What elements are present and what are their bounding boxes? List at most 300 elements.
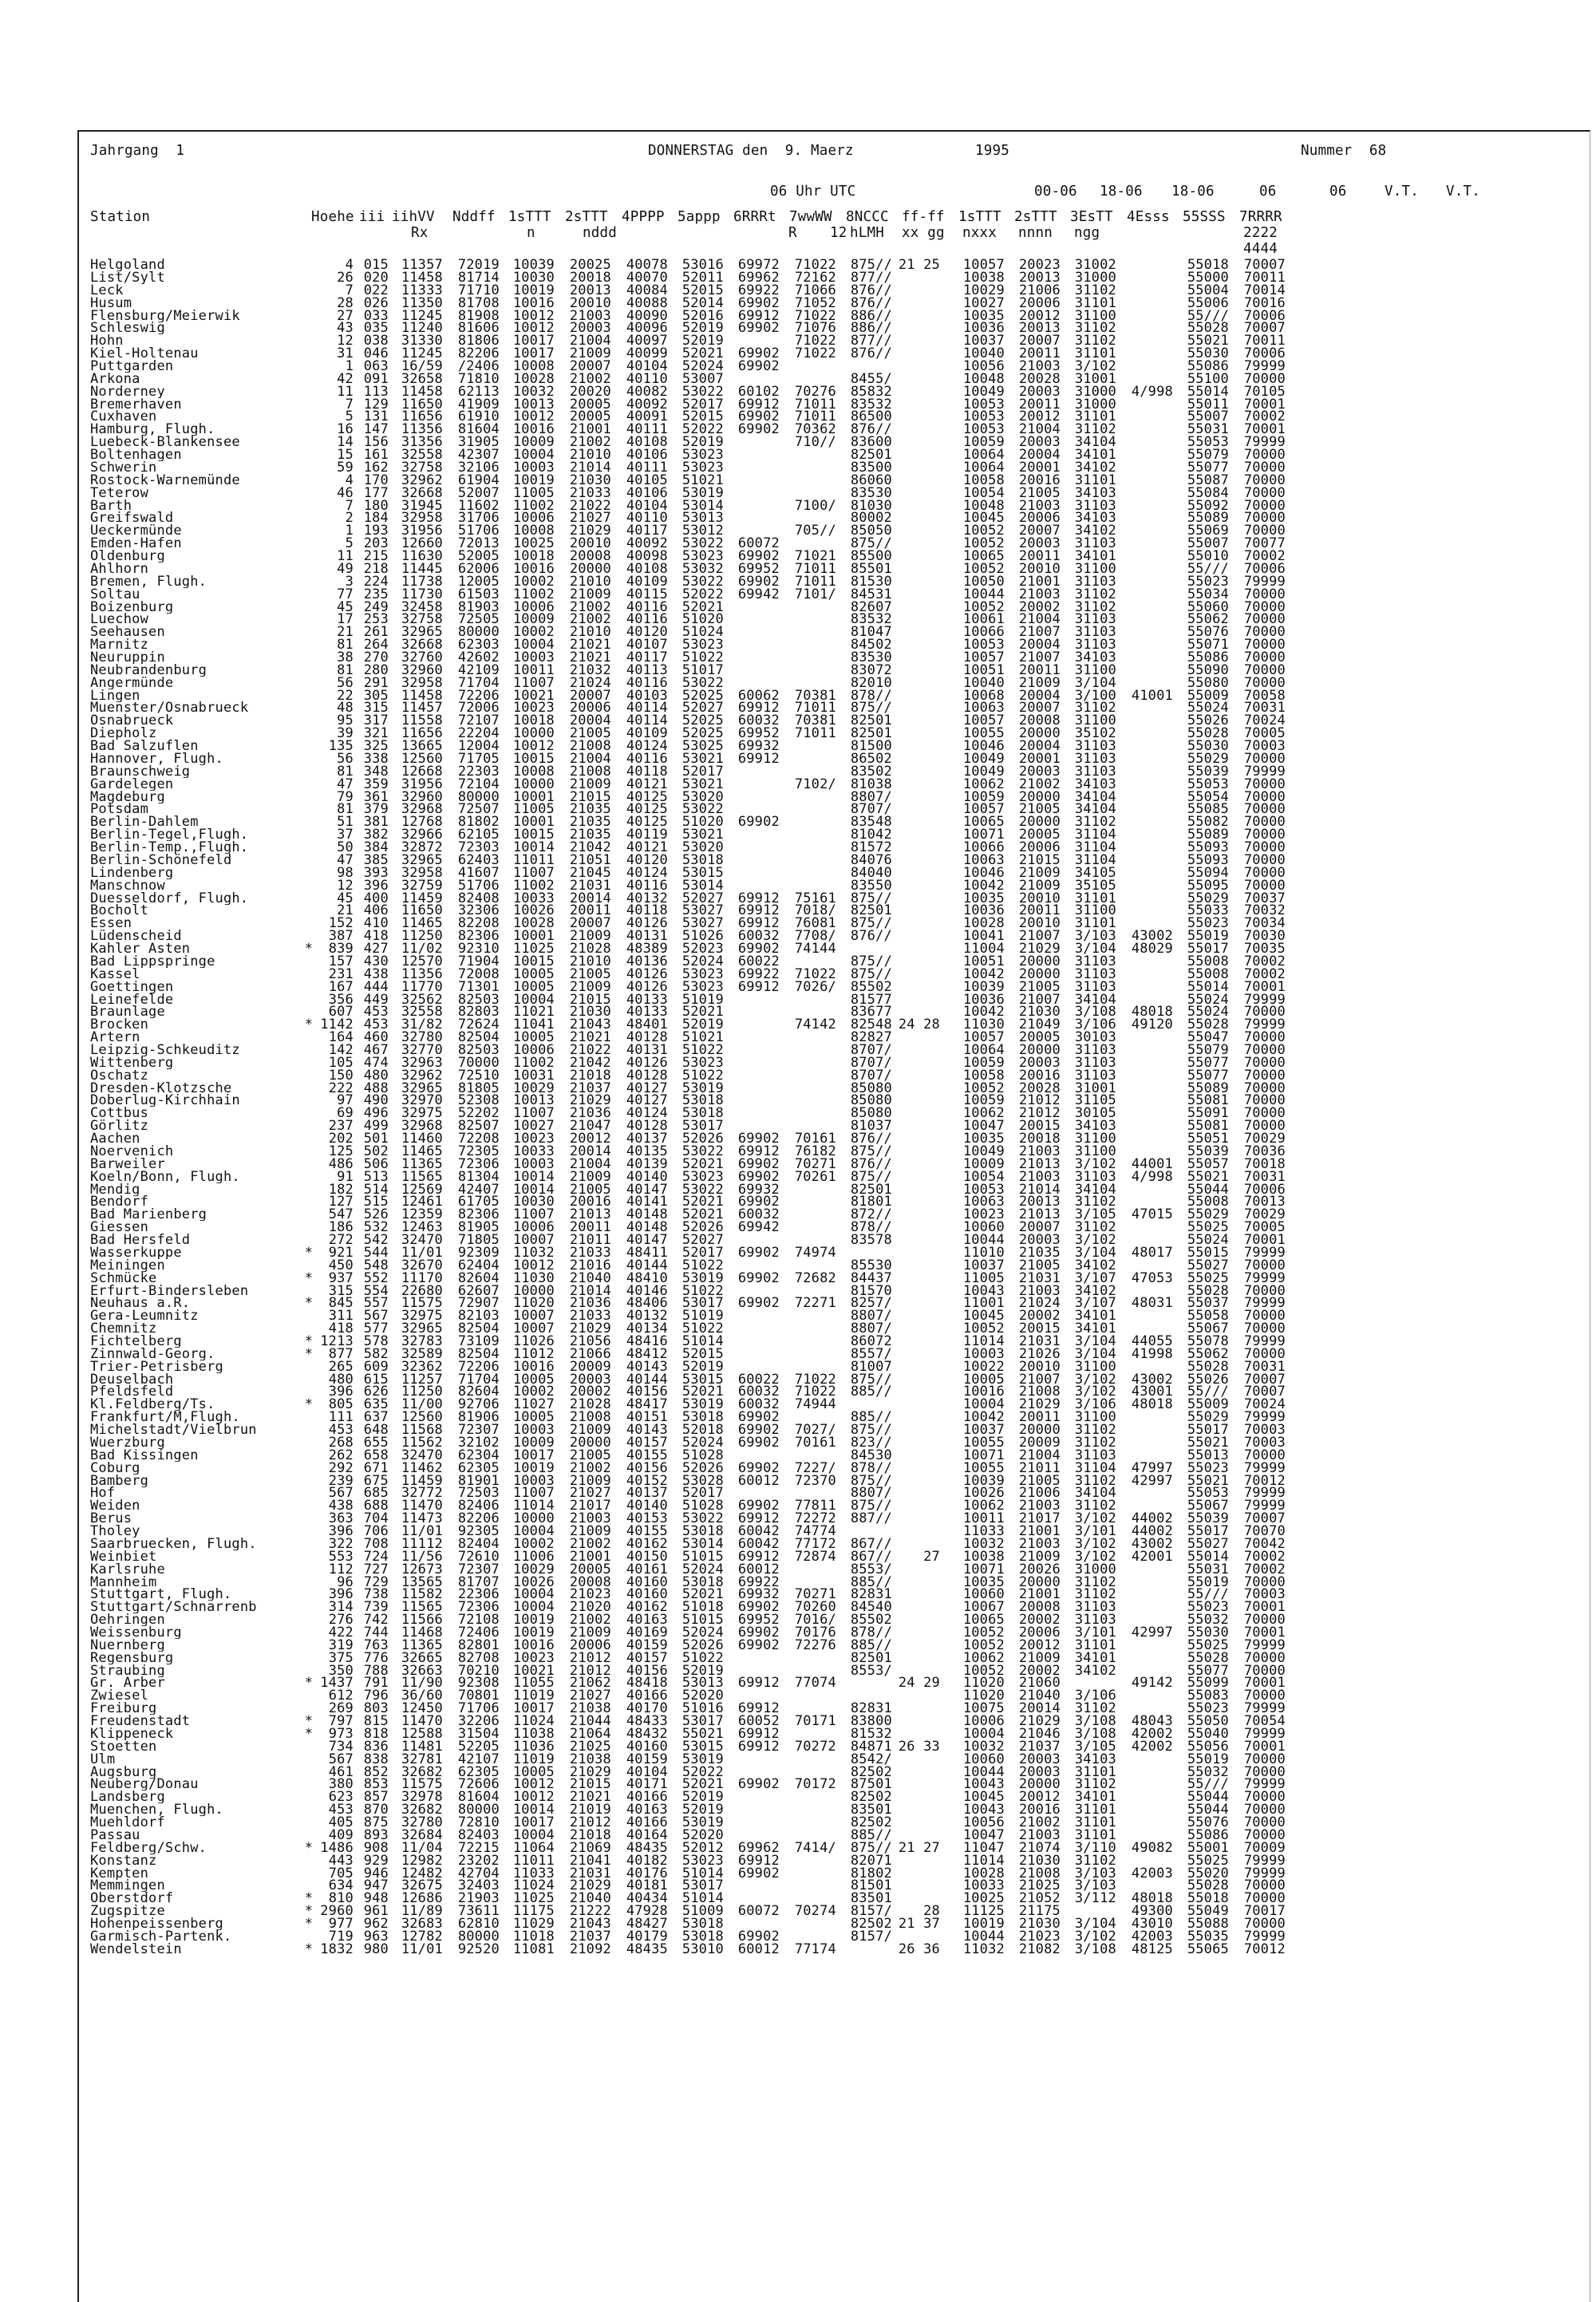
cell-iii: 962: [363, 1916, 389, 1932]
cell-t2: 20014: [569, 1143, 611, 1159]
cell-nddff: 42107: [457, 1751, 500, 1767]
cell-hoehe: 27: [337, 307, 354, 324]
cell-nccc: 82831: [850, 1586, 892, 1603]
cell-appp: 53020: [681, 839, 724, 855]
cell-t2: 21009: [569, 776, 611, 792]
cell-hoehe: 21: [337, 624, 354, 641]
cell-nccc: 83550: [850, 877, 892, 894]
cell-iii: 502: [363, 1143, 389, 1159]
table-row: [0, 814, 1596, 831]
cell-x5: 55024: [1187, 1004, 1229, 1021]
cell-x6: 70007: [1243, 1510, 1286, 1527]
cell-t1: 11033: [512, 1865, 555, 1881]
cell-x5: 55008: [1187, 953, 1229, 969]
cell-x6: 70002: [1243, 965, 1286, 982]
cell-iihvv: 11465: [401, 1143, 443, 1159]
cell-www: 705//: [794, 523, 836, 539]
cell-x3: 31000: [1074, 1561, 1116, 1577]
cell-t1: 10025: [512, 535, 555, 552]
cell-x2: 20004: [1018, 687, 1061, 704]
cell-x1: 10063: [962, 851, 1005, 868]
col-4esss: 4Esss: [1127, 209, 1170, 225]
cell-x1: 10023: [962, 1206, 1005, 1223]
cell-appp: 51019: [681, 1308, 724, 1325]
cell-pppp: 40137: [626, 1131, 668, 1147]
cell-x1: 10045: [962, 1308, 1005, 1325]
cell-nccc: 875//: [850, 700, 892, 717]
cell-x3: 31103: [1074, 1067, 1116, 1084]
cell-t1: 10003: [512, 1155, 555, 1172]
cell-hoehe: 42: [337, 370, 354, 387]
cell-station: Schleswig: [90, 322, 165, 335]
cell-x3: 3/101: [1074, 1625, 1116, 1641]
cell-x1: 10037: [962, 1422, 1005, 1438]
cell-appp: 52017: [681, 1244, 724, 1261]
cell-x6: 70001: [1243, 1599, 1286, 1616]
cell-x1: 10043: [962, 1776, 1005, 1793]
cell-iihvv: 11468: [401, 1625, 443, 1641]
cell-rrr: 69912: [737, 396, 780, 413]
cell-x1: 10057: [962, 1029, 1005, 1046]
cell-t2: 21031: [569, 877, 611, 894]
cell-iii: 853: [363, 1776, 389, 1793]
cell-x2: 21031: [1018, 1269, 1061, 1286]
cell-t1: 10000: [512, 776, 555, 792]
cell-iihvv: 11582: [401, 1586, 443, 1603]
cell-iii: 893: [363, 1826, 389, 1843]
cell-iii: 449: [363, 991, 389, 1008]
cell-iihvv: 12461: [401, 1194, 443, 1210]
cell-nddff: 72610: [457, 1548, 500, 1565]
cell-appp: 52019: [681, 1358, 724, 1375]
cell-x5: 55030: [1187, 345, 1229, 362]
cell-iii: 406: [363, 902, 389, 919]
cell-iii: 582: [363, 1345, 389, 1362]
period-3: 18-06: [1171, 184, 1215, 199]
cell-x2: 21023: [1018, 1928, 1061, 1945]
cell-pppp: 40107: [626, 637, 668, 653]
cell-x5: 55091: [1187, 1105, 1229, 1122]
cell-appp: 52023: [681, 941, 724, 957]
cell-nddff: 72406: [457, 1625, 500, 1641]
cell-iii: 393: [363, 864, 389, 881]
cell-pppp: 40088: [626, 294, 668, 311]
cell-www: 70362: [794, 421, 836, 438]
cell-nccc: 81038: [850, 776, 892, 792]
cell-x6: 70000: [1243, 1345, 1286, 1362]
cell-x5: 55095: [1187, 877, 1229, 894]
cell-x2: 20004: [1018, 447, 1061, 463]
cell-rrr: 69902: [737, 1269, 780, 1286]
cell-hoehe: 31: [337, 345, 354, 362]
cell-t1: 11029: [512, 1916, 555, 1932]
cell-x1: 10052: [962, 1321, 1005, 1337]
cell-t2: 20013: [569, 282, 611, 298]
cell-hoehe: 1437: [320, 1675, 354, 1692]
cell-x1: 10033: [962, 1878, 1005, 1894]
cell-x5: 55057: [1187, 1155, 1229, 1172]
cell-t1: 11002: [512, 1054, 555, 1071]
cell-x2: 21030: [1018, 1916, 1061, 1932]
cell-x6: 70000: [1243, 1118, 1286, 1135]
cell-iii: 046: [363, 345, 389, 362]
cell-iii: 706: [363, 1523, 389, 1539]
cell-pppp: 40131: [626, 1041, 668, 1058]
cell-x1: 10044: [962, 1763, 1005, 1780]
cell-x6: 70029: [1243, 1206, 1286, 1223]
cell-x5: 55018: [1187, 1890, 1229, 1907]
cell-pppp: 40166: [626, 1688, 668, 1704]
cell-iii: 852: [363, 1763, 389, 1780]
cell-nddff: 80000: [457, 624, 500, 641]
cell-hoehe: 21: [337, 902, 354, 919]
cell-iihvv: 11/02: [401, 941, 443, 957]
cell-x5: 55023: [1187, 1700, 1229, 1717]
cell-nccc: 8257/: [850, 1295, 892, 1312]
cell-x1: 10035: [962, 890, 1005, 906]
cell-x1: 10047: [962, 1826, 1005, 1843]
cell-iii: 635: [363, 1396, 389, 1413]
cell-x1: 10028: [962, 1865, 1005, 1881]
cell-x5: 55017: [1187, 1422, 1229, 1438]
cell-iii: 035: [363, 320, 389, 337]
cell-station: Cottbus: [90, 1107, 149, 1120]
cell-www: 74142: [794, 1017, 836, 1033]
cell-t2: 21042: [569, 1054, 611, 1071]
cell-iihvv: 11170: [401, 1269, 443, 1286]
cell-nccc: 875//: [850, 953, 892, 969]
cell-nccc: 8807/: [850, 788, 892, 805]
cell-x6: 70000: [1243, 1662, 1286, 1679]
cell-nccc: 885//: [850, 1826, 892, 1843]
table-row: [0, 738, 1596, 755]
cell-t2: 21005: [569, 1447, 611, 1463]
cell-t2: 21019: [569, 1802, 611, 1818]
cell-t2: 21029: [569, 1092, 611, 1109]
cell-appp: 52019: [681, 1662, 724, 1679]
cell-x3: 31101: [1074, 1802, 1116, 1818]
cell-t1: 10012: [512, 1776, 555, 1793]
cell-rrr: 60032: [737, 713, 780, 729]
cell-t2: 21028: [569, 1396, 611, 1413]
cell-x6: 79999: [1243, 1017, 1286, 1033]
cell-station: Hohn: [90, 334, 124, 348]
cell-x5: 55053: [1187, 434, 1229, 451]
cell-hoehe: 12: [337, 877, 354, 894]
col-1sttt: 1sTTT: [508, 209, 551, 225]
cell-station: Regensburg: [90, 1651, 174, 1664]
cell-appp: 53018: [681, 1092, 724, 1109]
cell-hoehe: 81: [337, 661, 354, 678]
cell-www: 70272: [794, 1738, 836, 1755]
cell-iihvv: 11730: [401, 586, 443, 602]
cell-pppp: 40133: [626, 991, 668, 1008]
cell-t1: 10031: [512, 1067, 555, 1084]
cell-nccc: 83530: [850, 484, 892, 501]
cell-iii: 384: [363, 839, 389, 855]
period-4: 06: [1259, 184, 1277, 199]
cell-nddff: 52005: [457, 548, 500, 564]
cell-station: Garmisch-Partenk.: [90, 1929, 232, 1943]
cell-t1: 10000: [512, 1282, 555, 1299]
cell-nccc: 84530: [850, 1447, 892, 1463]
cell-pppp: 48406: [626, 1295, 668, 1312]
cell-nddff: 82408: [457, 890, 500, 906]
cell-x2: 20000: [1018, 788, 1061, 805]
cell-station: Tholey: [90, 1525, 140, 1538]
table-row: [0, 651, 1596, 664]
cell-x5: 55085: [1187, 801, 1229, 818]
cell-appp: 53018: [681, 1409, 724, 1426]
cell-t1: 10001: [512, 788, 555, 805]
cell-nccc: 81501: [850, 1878, 892, 1894]
cell-rrr: 69922: [737, 1573, 780, 1590]
cell-x5: 55013: [1187, 1447, 1229, 1463]
cell-nccc: 8157/: [850, 1903, 892, 1920]
cell-t2: 21043: [569, 1916, 611, 1932]
cell-nccc: 875//: [850, 535, 892, 552]
cell-pppp: 40126: [626, 978, 668, 995]
cell-x2: 20000: [1018, 965, 1061, 982]
cell-iii: 729: [363, 1573, 389, 1590]
cell-x3: 3/105: [1074, 1738, 1116, 1755]
cell-x1: 10051: [962, 953, 1005, 969]
cell-appp: 51022: [681, 1649, 724, 1666]
cell-pppp: 40161: [626, 1561, 668, 1577]
cell-pppp: 40157: [626, 1434, 668, 1451]
cell-iii: 506: [363, 1155, 389, 1172]
cell-iii: 305: [363, 687, 389, 704]
cell-x5: 55039: [1187, 763, 1229, 780]
cell-x2: 21029: [1018, 941, 1061, 957]
cell-t2: 21002: [569, 598, 611, 615]
cell-x1: 10032: [962, 1535, 1005, 1552]
cell-station: Braunlage: [90, 1005, 165, 1019]
cell-x3: 34102: [1074, 1257, 1116, 1273]
cell-x2: 21049: [1018, 1017, 1061, 1033]
cell-nccc: 81570: [850, 1282, 892, 1299]
cell-hoehe: 272: [328, 1232, 354, 1248]
cell-iihvv: 32682: [401, 1802, 443, 1818]
cell-t2: 20014: [569, 890, 611, 906]
cell-x5: 55077: [1187, 1662, 1229, 1679]
cell-x2: 21060: [1018, 1675, 1061, 1692]
cell-rrr: 69912: [737, 1738, 780, 1755]
cell-hoehe: 50: [337, 839, 354, 855]
cell-nddff: 72606: [457, 1776, 500, 1793]
cell-x2: 21031: [1018, 1333, 1061, 1349]
cell-nddff: 82604: [457, 1384, 500, 1400]
cell-x2: 20013: [1018, 1194, 1061, 1210]
cell-iii: 020: [363, 269, 389, 286]
cell-rrr: 69952: [737, 1612, 780, 1629]
cell-nddff: 31905: [457, 434, 500, 451]
table-row: [0, 1183, 1596, 1196]
cell-mark: *: [304, 941, 314, 957]
cell-iihvv: 12673: [401, 1561, 443, 1577]
cell-nddff: 62105: [457, 827, 500, 843]
cell-station: Noervenich: [90, 1144, 174, 1158]
cell-iihvv: 11333: [401, 282, 443, 298]
cell-x3: 31103: [1074, 750, 1116, 767]
cell-x2: 20004: [1018, 738, 1061, 755]
cell-t2: 21020: [569, 1599, 611, 1616]
cell-pppp: 40136: [626, 953, 668, 969]
cell-iii: 193: [363, 523, 389, 539]
cell-hoehe: 69: [337, 1105, 354, 1122]
cell-www: 71011: [794, 409, 836, 425]
cell-iii: 675: [363, 1472, 389, 1489]
cell-x2: 20011: [1018, 345, 1061, 362]
cell-nddff: 72019: [457, 257, 500, 273]
cell-x1: 10061: [962, 611, 1005, 628]
cell-station: Muehldorf: [90, 1816, 165, 1829]
cell-www: 71011: [794, 560, 836, 577]
cell-t2: 21021: [569, 650, 611, 665]
cell-t2: 21004: [569, 1155, 611, 1172]
cell-hoehe: 805: [328, 1396, 354, 1413]
cell-www: 7016/: [794, 1612, 836, 1629]
cell-nddff: 52202: [457, 1105, 500, 1122]
cell-t1: 10021: [512, 687, 555, 704]
cell-t2: 21021: [569, 1789, 611, 1806]
cell-x2: 20018: [1018, 1131, 1061, 1147]
cell-nccc: 8807/: [850, 1308, 892, 1325]
cell-t2: 21069: [569, 1839, 611, 1856]
cell-appp: 53022: [681, 1143, 724, 1159]
cell-www: 70261: [794, 1168, 836, 1185]
cell-nddff: 32206: [457, 1713, 500, 1730]
cell-nddff: 71706: [457, 1700, 500, 1717]
cell-x5: 55077: [1187, 459, 1229, 476]
cell-appp: 53027: [681, 902, 724, 919]
cell-x5: 55090: [1187, 661, 1229, 678]
cell-x2: 21009: [1018, 864, 1061, 881]
cell-t1: 10002: [512, 1535, 555, 1552]
cell-iihvv: 11459: [401, 1472, 443, 1489]
cell-t1: 11019: [512, 1688, 555, 1704]
cell-x1: 10063: [962, 1194, 1005, 1210]
cell-x2: 21012: [1018, 1092, 1061, 1109]
cell-t1: 10028: [512, 370, 555, 387]
cell-appp: 52021: [681, 1384, 724, 1400]
cell-station: Luechow: [90, 613, 149, 626]
cell-station: Kiel-Holtenau: [90, 347, 199, 361]
cell-t2: 20020: [569, 383, 611, 400]
table-row: [0, 1943, 1596, 1956]
cell-nccc: 87501: [850, 1776, 892, 1793]
cell-nccc: 83530: [850, 650, 892, 665]
cell-x1: 11010: [962, 1244, 1005, 1261]
table-row: [0, 1867, 1596, 1880]
cell-x3: 31000: [1074, 383, 1116, 400]
cell-x6: 70006: [1243, 1181, 1286, 1198]
cell-x6: 70000: [1243, 650, 1286, 665]
cell-pppp: 40092: [626, 396, 668, 413]
cell-x6: 70000: [1243, 1688, 1286, 1704]
cell-iihvv: 12560: [401, 1409, 443, 1426]
cell-x2: 21030: [1018, 1004, 1061, 1021]
cell-station: Artern: [90, 1031, 140, 1044]
cell-nccc: 83677: [850, 1004, 892, 1021]
cell-x1: 10009: [962, 1155, 1005, 1172]
cell-x1: 10027: [962, 294, 1005, 311]
table-row: [0, 1854, 1596, 1867]
cell-nddff: 81707: [457, 1573, 500, 1590]
cell-pppp: 40096: [626, 320, 668, 337]
cell-x1: 10071: [962, 827, 1005, 843]
cell-x6: 70001: [1243, 1625, 1286, 1641]
cell-station: Zugspitze: [90, 1905, 165, 1918]
cell-x2: 21074: [1018, 1839, 1061, 1856]
cell-x3: 31103: [1074, 738, 1116, 755]
cell-nccc: 875//: [850, 915, 892, 932]
cell-x5: 55006: [1187, 294, 1229, 311]
cell-www: 71011: [794, 700, 836, 717]
cell-station: Lindenberg: [90, 866, 174, 879]
cell-t2: 21062: [569, 1675, 611, 1692]
cell-ff: 27: [923, 1548, 940, 1565]
cell-x3: 3/108: [1074, 1004, 1116, 1021]
cell-hoehe: 387: [328, 928, 354, 945]
cell-x3: 30105: [1074, 1105, 1116, 1122]
cell-x2: 21003: [1018, 1535, 1061, 1552]
cell-x4: 4/998: [1131, 383, 1173, 400]
cell-x4: 49142: [1131, 1675, 1173, 1692]
cell-x1: 10065: [962, 814, 1005, 831]
cell-hoehe: 16: [337, 421, 354, 438]
cell-hoehe: 375: [328, 1649, 354, 1666]
cell-t1: 11012: [512, 1345, 555, 1362]
cell-nddff: 71704: [457, 674, 500, 691]
cell-nccc: 85832: [850, 383, 892, 400]
table-row: [0, 448, 1596, 461]
cell-appp: 53032: [681, 560, 724, 577]
cell-pppp: 40169: [626, 1625, 668, 1641]
cell-x1: 10050: [962, 573, 1005, 590]
cell-iii: 526: [363, 1206, 389, 1223]
cell-t1: 10015: [512, 827, 555, 843]
table-row: [0, 1056, 1596, 1069]
cell-x6: 70024: [1243, 713, 1286, 729]
cell-t1: 10016: [512, 1358, 555, 1375]
cell-appp: 53023: [681, 1852, 724, 1869]
cell-hoehe: 47: [337, 851, 354, 868]
cell-x5: 55034: [1187, 586, 1229, 602]
cell-appp: 53023: [681, 548, 724, 564]
cell-station: Bocholt: [90, 904, 149, 918]
cell-x1: 10039: [962, 978, 1005, 995]
cell-t2: 21027: [569, 1485, 611, 1502]
cell-t2: 21024: [569, 674, 611, 691]
cell-x2: 20000: [1018, 725, 1061, 742]
cell-x3: 31101: [1074, 915, 1116, 932]
cell-t1: 10012: [512, 1257, 555, 1273]
cell-x6: 70054: [1243, 1713, 1286, 1730]
cell-x5: 55027: [1187, 1257, 1229, 1273]
cell-x6: 70014: [1243, 282, 1286, 298]
table-row: [0, 1563, 1596, 1576]
cell-appp: 51022: [681, 1321, 724, 1337]
cell-nddff: 70801: [457, 1688, 500, 1704]
cell-x1: 11125: [962, 1903, 1005, 1920]
cell-iii: 474: [363, 1054, 389, 1071]
cell-rrr: 69902: [737, 1599, 780, 1616]
cell-nddff: 72505: [457, 611, 500, 628]
cell-hoehe: 877: [328, 1345, 354, 1362]
cell-t1: 10007: [512, 1308, 555, 1325]
cell-t2: 21033: [569, 484, 611, 501]
